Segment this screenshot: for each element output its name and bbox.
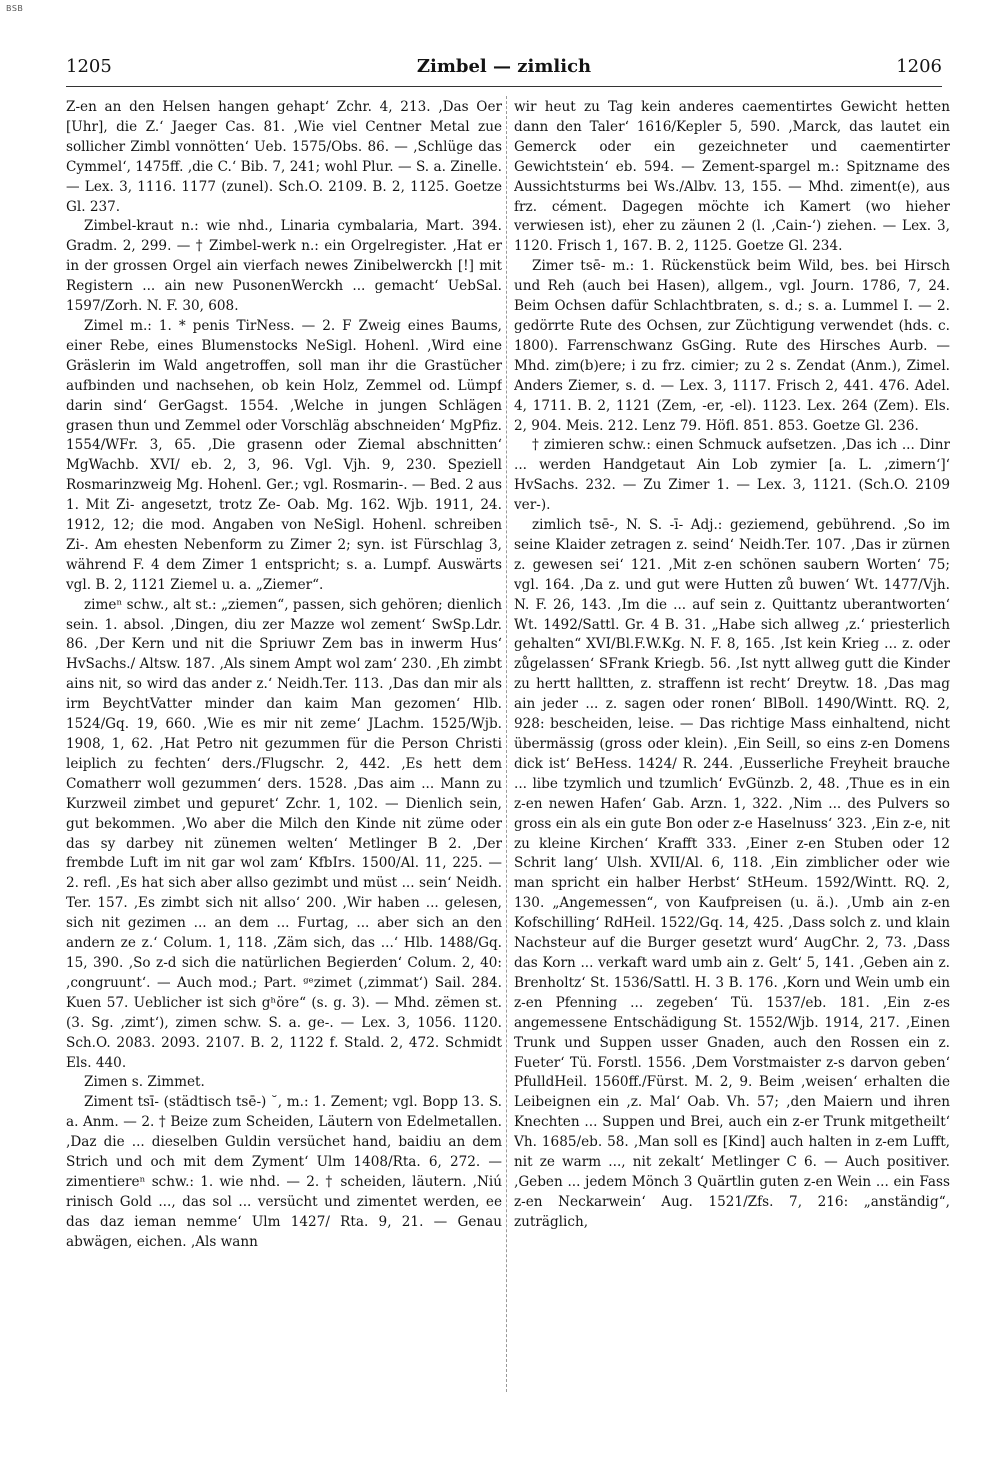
running-header — [66, 56, 942, 82]
dictionary-paragraph: Z-en an den Helsen hangen gehapt‘ Zchr. 4, 213. ‚Das Oer [Uhr], die Z.‘ Jaeger Cas. 81. ‚Wie viel Centner Metal zue sollicher Zimbl vonnötten‘ Ueb. 1575/Obs. 86. — ‚Schlüge das Cymmel‘, 1475ff. ‚die C.‘ Bib. 7, 241; wohl Plur. — S. a. Zinelle. — Lex. 3, 1116. 1177 (zunel). Sch.O. 2109. B. 2, 1125. Goetze Gl. 237. — [66, 99, 502, 215]
running-title: Zimbel — zimlich — [416, 56, 592, 77]
dictionary-paragraph: wir heut zu Tag kein anderes caementirtes Gewicht hetten dann den Taler‘ 1616/Kepler 5, 590. ‚Marck, das lautet ein Gemerck oder ein gezeichneter und caementirter Gewichtstein‘ eb. 594. — Zement-spargel m.: Spitzname des Aussichtsturms bei Ws./Albv. 13, 155. — Mhd. ziment(e), aus frz. cément. Dagegen möchte ich Kamert (wo hieher verwiesen ist), eher zu zäunen 2 (l. ‚Cain-‘) ziehen. — Lex. 3, 1120. Frisch 1, 167. B. 2, 1125. Goetze Gl. 234. — [514, 99, 950, 255]
library-stamp: BSB — [6, 4, 24, 13]
page-number-right: 1206 — [896, 56, 942, 77]
dictionary-paragraph: Zimel m.: 1. * penis TirNess. — 2. F Zweig eines Baums, einer Rebe, eines Blumenstocks NeSigl. Hohenl. ‚Wird eine Gräslerin im Wald angetroffen, soll man ihr die Grastücher aufbinden und nachsehen, ob kein Holz, Zemmel od. Lümpf darin sind‘ GerGagst. 1554. ‚Welche in jungen Schlägen grasen thun und Zemmel oder Vorschläg abschneiden‘ MgPfiz. 1554/WFr. 3, 65. ‚Die grasenn oder Ziemal abschnitten‘ MgWachb. XVI/ eb. 2, 3, 96. Vgl. Vjh. 9, 230. Speziell Rosmarinzweig Mg. Hohenl. Ger.; vgl. Rosmarin-. — Bed. 2 aus 1. Mit Zi- angesetzt, trotz Ze- Oab. Mg. 162. Wjb. 1911, 24. 1912, 12; die mod. Angaben von NeSigl. Hohenl. schreiben Zi-. Am ehesten Nebenform zu Zimer 2; syn. ist Fürschlag 3, während F. 4 dem Zimer 1 entspricht; s. a. Lumpf. Auswärts vgl. B. 2, 1121 Ziemel u. a. „Ziemer“. — [66, 317, 502, 593]
left-column — [66, 98, 502, 1388]
dictionary-paragraph: Zimen s. Zimmet. — [84, 1074, 205, 1091]
header-rule — [66, 86, 942, 87]
dictionary-paragraph: Ziment tsī- (städtisch tsē-) ˘, m.: 1. Zement; vgl. Bopp 13. S. a. Anm. — 2. † Beize zum Scheiden, Läutern von Edelmetallen. ‚Daz die ... dieselben Guldin versüchet hand, baidiu an dem Strich und och mit dem Zyment‘ Ulm 1408/Rta. 6, 272. — zimentiereⁿ schw.: 1. wie nhd. — 2. † scheiden, läutern. ‚Niú rinisch Gold ..., das sol ... versücht und zimentet werden, ee das daz ieman nemme‘ Ulm 1427/ Rta. 9, 21. — Genau abwägen, eichen. ‚Als wann — [66, 1094, 502, 1250]
dictionary-paragraph: Zimer tsē- m.: 1. Rückenstück beim Wild, bes. bei Hirsch und Reh (auch bei Hasen), allgem., vgl. Journ. 1786, 7, 24. Beim Ochsen dafür Schlachtbraten, s. d.; s. a. Lummel I. — 2. gedörrte Rute des Ochsen, zur Züchtigung verwendet (hds. c. 1800). Farrenschwanz GsGing. Rute des Hirsches Aurb. — Mhd. zim(b)ere; i zu frz. cimier; zu 2 s. Zendat (Anm.), Zimel. Anders Ziemer, s. d. — Lex. 3, 1117. Frisch 2, 441. 476. Adel. 4, 1711. B. 2, 1121 (Zem, -er, -el). 1123. Lex. 264 (Zem). Els. 2, 904. Meis. 212. Lenz 79. Höfl. 851. 853. Goetze Gl. 236. — [514, 258, 950, 434]
dictionary-paragraph: zimeⁿ schw., alt st.: „ziemen“, passen, sich gehören; dienlich sein. 1. absol. ‚Dingen, diu zer Mazze wol zement‘ SwSp.Ldr. 86. ‚Der Kern und nit die Spriuwr Zem bas in inwerm Hus‘ HvSachs./ Altsw. 187. ‚Als sinem Ampt wol zam‘ 230. ‚Eh zimbt ains nit, so wird das ander z.‘ Neidh.Ter. 113. ‚Das dan mir als irm BeychtVatter minder dan kaim Man gezomen‘ Hlb. 1524/Gq. 19, 660. ‚Wie es mir nit zeme‘ JLachm. 1525/Wjb. 1908, 1, 62. ‚Hat Petro nit gezummen für die Person Christi leiplich zu fechten‘ ders./Flugschr. 2, 442. ‚Es hett dem Comatherr woll gezummen‘ ders. 1528. ‚Das aim ... Mann zu Kurzweil zimbet und gepuret‘ Zchr. 1, 102. — Dienlich sein, gut bekommen. ‚Wo aber die Milch den Kinde nit züme oder das sy darbey nit zünemen welten‘ Metlinger B 2. ‚Der frembde Luft im nit gar wol zam‘ KfbIrs. 1500/Al. 11, 225. — 2. refl. ‚Es hat sich aber allso gezimbt und müst ... sein‘ Neidh. Ter. 157. ‚Es zimbt sich nit allso‘ 200. ‚Wir haben ... gelesen, sich nit gezimen ... an dem ... Furtag, ... aber sich an den andern ze z.‘ Colum. 1, 118. ‚Zäm sich, das ...‘ Hlb. 1488/Gq. 15, 390. ‚So z-d sich die natürlichen Begierden‘ Colum. 2, 40: ‚congruunt‘. — Auch mod.; Part. ᵍᵉzimet (‚zimmat‘) Sail. 284. Kuen 57. Ueblicher ist sich gʰöre“ (s. g. 3). — Mhd. zëmen st. (3. Sg. ‚zimt‘), zimen schw. S. a. ge-. — Lex. 3, 1056. 1120. Sch.O. 2083. 2093. 2107. B. 2, 1122 f. Stald. 2, 472. Schmidt Els. 440. — [66, 596, 502, 1071]
column-divider — [506, 96, 507, 1392]
dictionary-paragraph: † zimieren schw.: einen Schmuck aufsetzen. ‚Das ich ... Dinr ... werden Handgetaut Ain Lob zymier [a. L. ‚zimern‘]‘ HvSachs. 232. — Zu Zimer 1. — Lex. 3, 1121. (Sch.O. 2109 ver-). — [514, 437, 950, 514]
dictionary-paragraph: zimlich tsē-, N. S. -ī- Adj.: geziemend, gebührend. ‚So im seine Klaider zetragen z. seind‘ Neidh.Ter. 107. ‚Das ir zürnen z. gewesen sei‘ 121. ‚Mit z-en schönen saubern Worten‘ 75; vgl. 164. ‚Da z. und gut were Hutten zů buwen‘ Wt. 1477/Vjh. N. F. 26, 143. ‚Im die ... auf sein z. Quittantz uberantworten‘ Wt. 1492/Sattl. Gr. 4 B. 31. „Habe sich allweg ‚z.‘ priesterlich gehalten“ XVI/Bl.F.W.Kg. N. F. 8, 165. ‚Ist kein Krieg ... z. oder zůgelassen‘ SFrank Kriegb. 56. ‚Ist nytt allweg gutt die Kinder zu hertt halltten, z. straffenn ist recht‘ Dreytw. 18. ‚Das mag ain jeder ... z. sagen oder ronen‘ BlBoll. 1490/Wintt. RQ. 2, 928: bescheiden, leise. — Das richtige Mass einhaltend, nicht übermässig (gross oder klein). ‚Ein Seill, so eins z-en Domens dick ist‘ BeHess. 1424/ R. 244. ‚Eusserliche Freyheit brauche ... libe tzymlich und tzumlich‘ EvGünzb. 2, 48. ‚Thue es in ein z-en newen Hafen‘ Gab. Arzn. 1, 322. ‚Nim ... des Pulvers so gross ein als ein gute Bon oder z-e Haselnuss‘ 323. ‚Ein z-e, nit zu kleine Kirchen‘ Krafft 333. ‚Einer z-en Stuben oder 12 Schrit lang‘ Ulsh. XVII/Al. 6, 118. ‚Ein zimblicher oder wie man spricht ein halber Herbst‘ StHeum. 1592/Wintt. RQ. 2, 130. „Angemessen“, von Kaufpreisen (u. ä.). ‚Umb ain z-en Kofschilling‘ RdHeil. 1522/Gq. 14, 425. ‚Dass solch z. und klain Nachsteur auf die Burger gesetzt wurd‘ AugChr. 2, 73. ‚Dass das Korn ... verkaft ward umb ain z. Gelt‘ 5, 141. ‚Geben ain z. Brenholtz‘ St. 1536/Sattl. H. 3 B. 176. ‚Korn und Wein umb ein z-en Pfenning ... zegeben‘ Tü. 1537/eb. 181. ‚Ein z-es angemessene Entschädigung St. 1552/Wjb. 1914, 217. ‚Einen Trunk und Suppen usser Gnaden, auch den Rossen ein z. Fueter‘ Tü. Forstl. 1556. ‚Dem Vorstmaister z-s darvon geben‘ PfulldHeil. 1560ff./Fürst. M. 2, 9. Beim ‚weisen‘ erhalten die Leibeignen ein ‚z. Mal‘ Oab. Vh. 57; ‚den Maiern und ihren Knechten ... Suppen und Brei, auch ein z-er Trunk mitgetheilt‘ Vh. 1685/eb. 58. ‚Man soll es [Kind] auch halten in z-em Lufft, nit ze warm ..., nit zekalt‘ Metlinger C 6. — Auch positiver. ‚Geben ... jedem Mönch 3 Quärtlin guten z-en Wein ... ein Fass z-en Neckarwein‘ Aug. 1521/Zfs. 7, 216: „anständig“, zuträglich, — [514, 517, 950, 1230]
page-number-left: 1205 — [66, 56, 112, 77]
dictionary-paragraph: Zimbel-kraut n.: wie nhd., Linaria cymbalaria, Mart. 394. Gradm. 2, 299. — † Zimbel-werk n.: ein Orgelregister. ‚Hat er in der grossen Orgel ain vierfach newes Zinibelwerckh [!] mit Registern ... ain new PusonenWerckh ... gemacht‘ UebSal. 1597/Zorh. N. F. 30, 608. — [66, 218, 502, 315]
right-column — [514, 98, 950, 1388]
